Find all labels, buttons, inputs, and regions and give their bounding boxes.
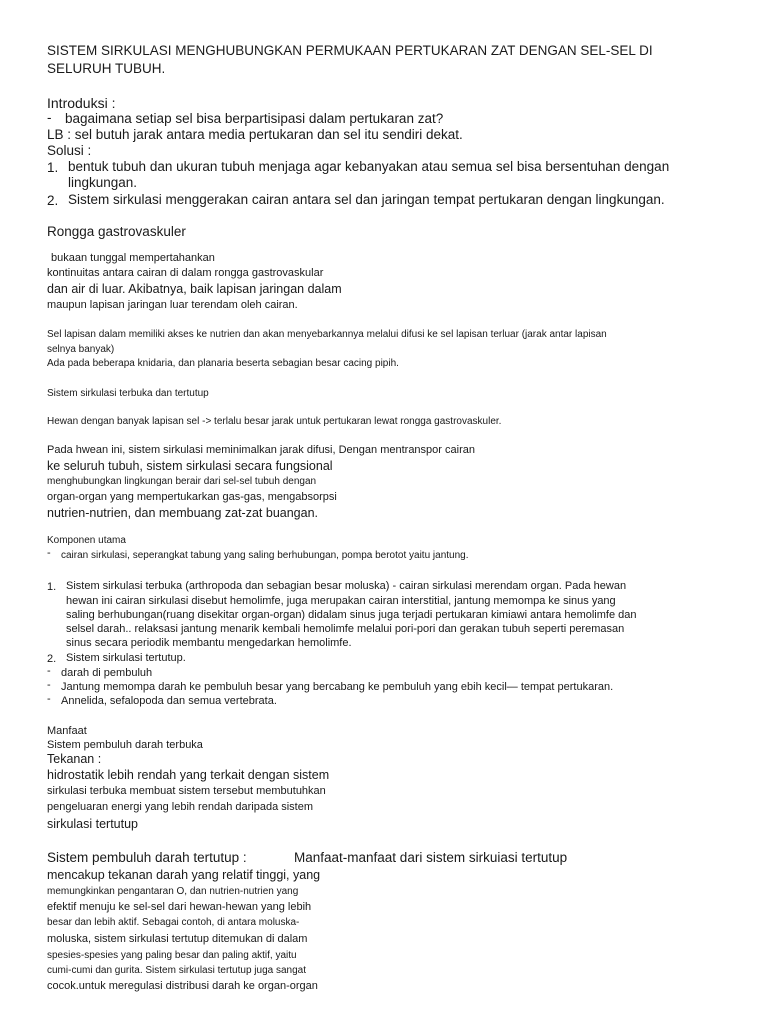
open-closed-para-line-1: Pada hwean ini, sistem sirkulasi meminimalkan jarak difusi, Dengan mentranspor cairan bbox=[47, 444, 475, 456]
gastro-para2-line-3: Ada pada beberapa knidaria, dan planaria beserta sebagian besar cacing pipih. bbox=[47, 358, 399, 369]
intro-heading: Introduksi : bbox=[47, 95, 116, 111]
komponen-item-2-number: 2. bbox=[47, 653, 57, 665]
solusi-item-2-line-1: Sistem sirkulasi menggerakan cairan antara sel dan jaringan tempat pertukaran dengan lingkungan. bbox=[68, 192, 665, 207]
open-closed-para-line-4: organ-organ yang mempertukarkan gas-gas, mengabsorpsi bbox=[47, 491, 337, 503]
manfaat-para-line-2: sirkulasi terbuka membuat sistem tersebut membutuhkan bbox=[47, 785, 326, 797]
komponen-sub-3: Annelida, sefalopoda dan semua vertebrata. bbox=[61, 695, 277, 707]
komponen-item-1-line-2: hewan ini cairan sirkulasi disebut hemolimfe, juga merupakan cairan interstitial, jantung memompa ke sinus yang bbox=[66, 595, 616, 607]
open-closed-para-line-5: nutrien-nutrien, dan membuang zat-zat buangan. bbox=[47, 506, 319, 520]
gastro-para2-line-1: Sel lapisan dalam memiliki akses ke nutrien dan akan menyebarkannya melalui difusi ke sel lapisan terluar (jarak antar lapisan bbox=[47, 329, 607, 340]
intro-bullet-marker: - bbox=[47, 110, 52, 125]
komponen-sub-3-marker: - bbox=[47, 693, 51, 705]
intro-solusi: Solusi : bbox=[47, 143, 92, 158]
gastro-heading: Rongga gastrovaskuler bbox=[47, 224, 186, 239]
komponen-heading: Komponen utama bbox=[47, 535, 126, 546]
komponen-sub-2-marker: - bbox=[47, 679, 51, 691]
closed-system-label: Sistem pembuluh darah tertutup : bbox=[47, 850, 247, 865]
komponen-item-1-line-3: saling berhubungan(ruang disekitar organ-organ) didalam sinus juga terjadi pertukaran kimiawi antara hemolimfe dan bbox=[66, 609, 637, 621]
solusi-item-2-number: 2. bbox=[47, 193, 59, 208]
manfaat-para-line-1: hidrostatik lebih rendah yang terkait dengan sistem bbox=[47, 768, 330, 782]
manfaat-sub: Sistem pembuluh darah terbuka bbox=[47, 739, 203, 751]
manfaat-tekanan: Tekanan : bbox=[47, 752, 102, 766]
komponen-item-1-line-1: Sistem sirkulasi terbuka (arthropoda dan sebagian besar moluska) - cairan sirkulasi merendam organ. Pada hewan bbox=[66, 580, 627, 592]
open-closed-line: Hewan dengan banyak lapisan sel -> terlalu besar jarak untuk pertukaran lewat rongga gastrovaskuler. bbox=[47, 416, 502, 427]
closed-system-line-8: cocok.untuk meregulasi distribusi darah ke organ-organ bbox=[47, 980, 318, 992]
gastro-para1-line-1: bukaan tunggal mempertahankan bbox=[51, 252, 215, 264]
komponen-bullet: cairan sirkulasi, seperangkat tabung yang saling berhubungan, pompa berotot yaitu jantung. bbox=[61, 550, 469, 561]
solusi-item-1-number: 1. bbox=[47, 160, 59, 175]
solusi-item-1-line-2: lingkungan. bbox=[68, 175, 138, 190]
document-title-line-1: SISTEM SIRKULASI MENGHUBUNGKAN PERMUKAAN PERTUKARAN ZAT DENGAN SEL-SEL DI bbox=[47, 43, 653, 58]
closed-system-line-1: mencakup tekanan darah yang relatif tinggi, yang bbox=[47, 868, 321, 882]
manfaat-heading: Manfaat bbox=[47, 725, 87, 737]
komponen-bullet-marker: - bbox=[47, 547, 51, 559]
komponen-item-1-line-5: sinus secara periodik membantu mengedarkan hemolimfe. bbox=[66, 637, 352, 649]
manfaat-para-line-4: sirkulasi tertutup bbox=[47, 817, 139, 831]
closed-system-line-3: efektif menuju ke sel-sel dari hewan-hewan yang lebih bbox=[47, 901, 312, 913]
komponen-item-1-number: 1. bbox=[47, 581, 57, 593]
gastro-para2-line-2: selnya banyak) bbox=[47, 344, 115, 355]
manfaat-para-line-3: pengeluaran energi yang lebih rendah daripada sistem bbox=[47, 801, 314, 813]
closed-system-line-4: besar dan lebih aktif. Sebagai contoh, di antara moluska- bbox=[47, 917, 300, 928]
gastro-para1-line-2: kontinuitas antara cairan di dalam rongga gastrovaskular bbox=[47, 267, 324, 279]
komponen-item-1-line-4: selsel darah.. relaksasi jantung menarik kembali hemolimfe melalui pori-pori dan gerakan tubuh seperti peremasan bbox=[66, 623, 625, 635]
intro-bullet: bagaimana setiap sel bisa berpartisipasi dalam pertukaran zat? bbox=[65, 111, 444, 126]
closed-system-first-line: Manfaat-manfaat dari sistem sirkuiasi tertutup bbox=[294, 850, 568, 865]
closed-system-line-2: memungkinkan pengantaran O, dan nutrien-nutrien yang bbox=[47, 886, 299, 897]
komponen-sub-2: Jantung memompa darah ke pembuluh besar yang bercabang ke pembuluh yang ebih kecil— tempat pertukaran. bbox=[61, 681, 614, 693]
intro-lb: LB : sel butuh jarak antara media pertukaran dan sel itu sendiri dekat. bbox=[47, 127, 463, 142]
komponen-item-2: Sistem sirkulasi tertutup. bbox=[66, 652, 186, 664]
open-closed-heading: Sistem sirkulasi terbuka dan tertutup bbox=[47, 388, 209, 399]
komponen-sub-1: darah di pembuluh bbox=[61, 667, 153, 679]
open-closed-para-line-3: menghubungkan lingkungan berair dari sel-sel tubuh dengan bbox=[47, 476, 317, 487]
gastro-para1-line-4: maupun lapisan jaringan luar terendam oleh cairan. bbox=[47, 299, 298, 311]
open-closed-para-line-2: ke seluruh tubuh, sistem sirkulasi secara fungsional bbox=[47, 459, 333, 473]
document-title-line-2: SELURUH TUBUH. bbox=[47, 61, 166, 76]
solusi-item-1-line-1: bentuk tubuh dan ukuran tubuh menjaga agar kebanyakan atau semua sel bisa bersentuhan dengan bbox=[68, 159, 670, 174]
closed-system-line-7: cumi-cumi dan gurita. Sistem sirkulasi tertutup juga sangat bbox=[47, 965, 307, 976]
closed-system-line-5: moluska, sistem sirkulasi tertutup ditemukan di dalam bbox=[47, 933, 308, 945]
closed-system-line-6: spesies-spesies yang paling besar dan paling aktif, yaitu bbox=[47, 950, 297, 961]
gastro-para1-line-3: dan air di luar. Akibatnya, baik lapisan jaringan dalam bbox=[47, 282, 342, 296]
komponen-sub-1-marker: - bbox=[47, 665, 51, 677]
